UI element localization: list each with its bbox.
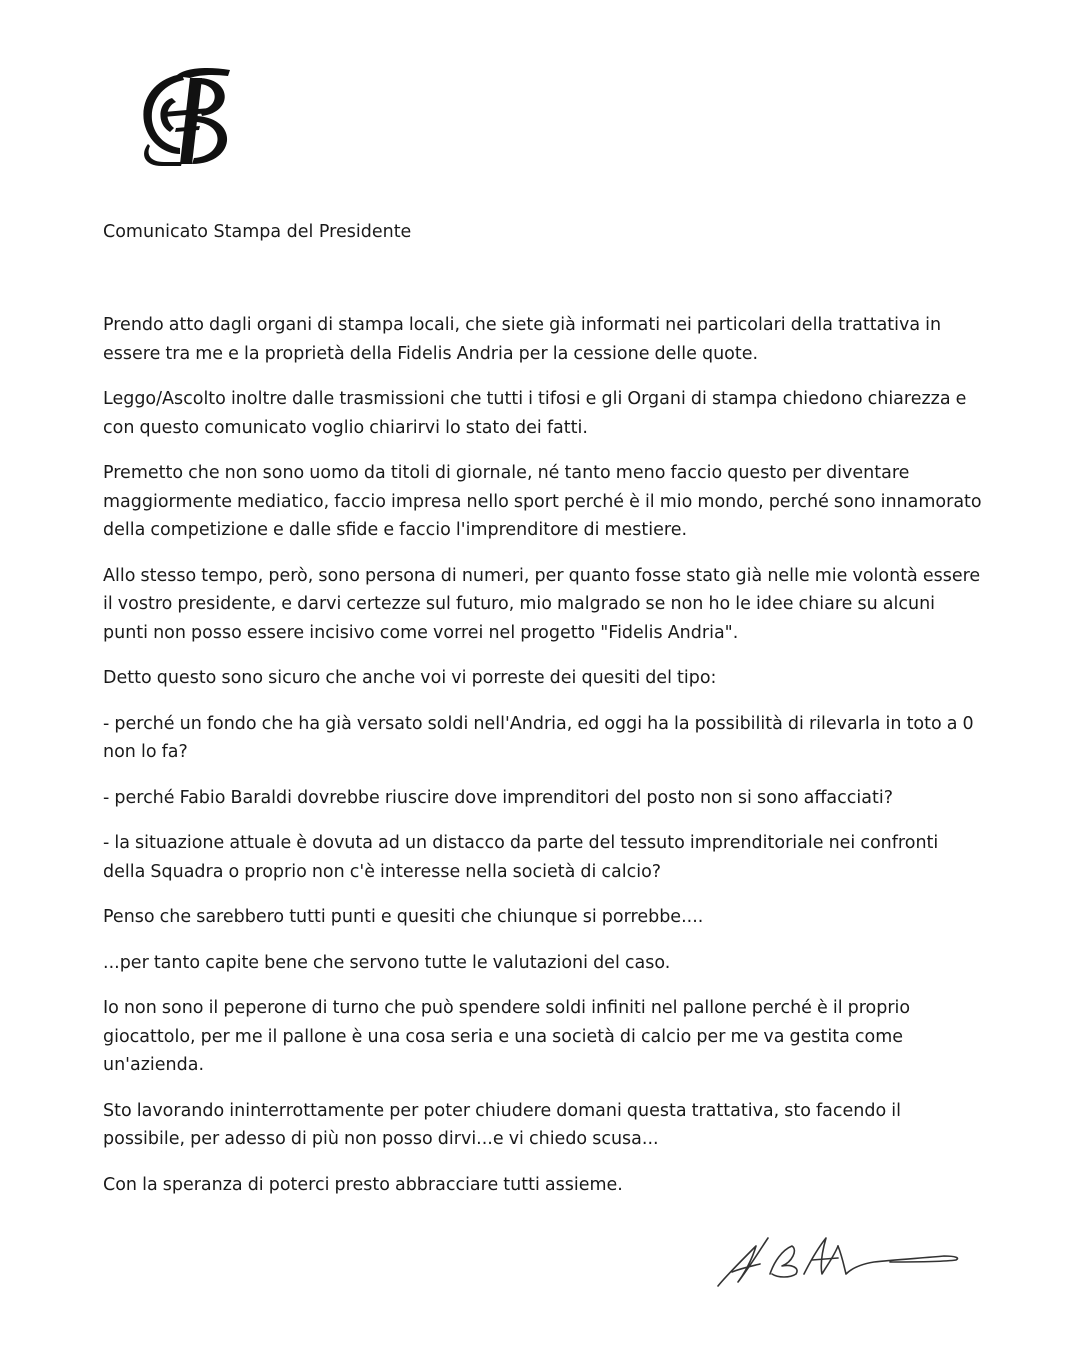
paragraph: Penso che sarebbero tutti punti e quesiti che chiunque si porrebbe.... xyxy=(103,907,704,927)
paragraph: Sto lavorando ininterrottamente per poter chiudere domani questa trattativa, sto facendo il possibile, per adesso di più non posso dirvi...e vi chiedo scusa... xyxy=(103,1100,901,1149)
question-item: - la situazione attuale è dovuta ad un distacco da parte del tessuto imprenditoriale nei confronti della Squadra o proprio non c'è interesse nella società di calcio? xyxy=(103,833,939,882)
paragraph: Premetto che non sono uomo da titoli di giornale, né tanto meno faccio questo per diventare maggiormente mediatico, faccio impresa nello sport perché è il mio mondo, perché sono innamorato della competizione e dalle sfide e faccio l'imprenditore di mestiere. xyxy=(103,463,982,540)
paragraph: Detto questo sono sicuro che anche voi vi porreste dei quesiti del tipo: xyxy=(103,668,717,688)
letter-body xyxy=(103,311,983,1216)
closing-line: Con la speranza di poterci presto abbracciare tutti assieme. xyxy=(103,1174,623,1195)
paragraph: ...per tanto capite bene che servono tutte le valutazioni del caso. xyxy=(103,952,671,973)
handwritten-signature xyxy=(712,1216,968,1296)
paragraph: Allo stesso tempo, però, sono persona di numeri, per quanto fosse stato già nelle mie volontà essere il vostro presidente, e darvi certezze sul futuro, mio malgrado se non ho le idee chiare su alcuni punti non posso essere incisivo come vorrei nel progetto "Fidelis Andria". xyxy=(103,565,981,643)
fb-monogram-logo xyxy=(136,62,240,174)
question-item: - perché Fabio Baraldi dovrebbe riuscire dove imprenditori del posto non si sono affacciati? xyxy=(103,787,893,808)
paragraph: Leggo/Ascolto inoltre dalle trasmissioni che tutti i tifosi e gli Organi di stampa chiedono chiarezza e con questo comunicato voglio chiarirvi lo stato dei fatti. xyxy=(103,389,967,438)
document-title: Comunicato Stampa del Presidente xyxy=(103,222,412,242)
paragraph: Prendo atto dagli organi di stampa locali, che siete già informati nei particolari della trattativa in essere tra me e la proprietà della Fidelis Andria per la cessione delle quote. xyxy=(103,315,942,364)
paragraph: Io non sono il peperone di turno che può spendere soldi infiniti nel pallone perché è il proprio giocattolo, per me il pallone è una cosa seria e una società di calcio per me va gestita come un'azienda. xyxy=(103,998,911,1075)
logo-graphic xyxy=(136,62,240,174)
question-item: - perché un fondo che ha già versato soldi nell'Andria, ed oggi ha la possibilità di rilevarla in toto a 0 non lo fa? xyxy=(103,713,974,762)
signature-graphic xyxy=(712,1216,968,1296)
